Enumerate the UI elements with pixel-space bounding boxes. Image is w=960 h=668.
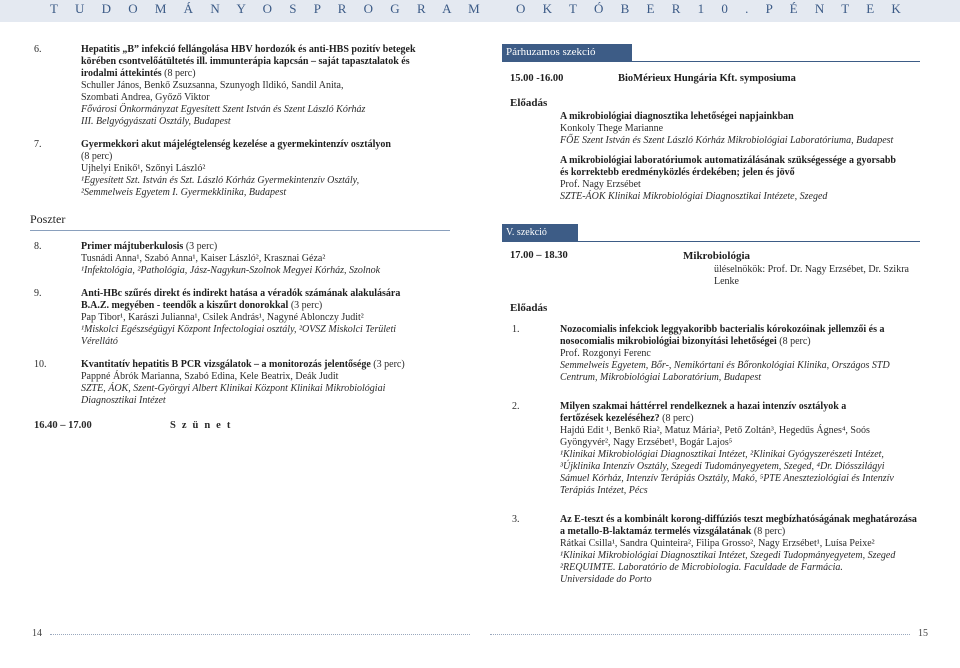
item-duration: (3 perc) xyxy=(183,241,218,252)
item-number: 7. xyxy=(34,139,42,150)
talk-affiliation: ³Újklinika Intenzív Osztály, Szegedi Tudományegyetem, Szeged, ⁴Dr. Diósszilágyi xyxy=(560,461,885,472)
item-affiliation: ¹Egyesített Szt. István és Szt. László Kórház Gyermekintenzív Osztály, xyxy=(81,175,360,186)
talk-affiliation: SZTE-ÁOK Klinikai Mikrobiológiai Diagnosztikai Intézete, Szeged xyxy=(560,191,828,202)
talk-authors: Gyöngyvér², Nagy Erzsébet¹, Bogár Lajos⁵ xyxy=(560,437,733,448)
item-authors: Schuller János, Benkő Zsuzsanna, Szunyogh Ildikó, Sandil Anita, xyxy=(81,80,344,91)
talk-title: Milyen szakmai háttérrel rendelkeznek a hazai intenzív osztályok a xyxy=(560,401,847,412)
talk-title: A mikrobiológiai laboratóriumok automatizálásának szükségessége a gyorsabb xyxy=(560,155,896,166)
talk-authors: Rátkai Csilla¹, Sandra Quinteira², Filipa Grosso², Nagy Erzsébet¹, Luísa Peixe² xyxy=(560,538,875,549)
talk-title: A mikrobiológiai diagnosztika lehetőségei napjainkban xyxy=(560,111,794,122)
item-title-line: Gyermekkori akut májelégtelenség kezelése a gyermekintenzív osztályon xyxy=(81,139,391,150)
item-title-line: Hepatitis „B” infekció fellángolása HBV hordozók és anti-HBS pozitív betegek xyxy=(81,44,416,55)
page-number-left: 14 xyxy=(32,628,42,639)
item-affiliation: III. Belgyógyászati Osztály, Budapest xyxy=(81,116,231,127)
item-affiliation: Vérellátó xyxy=(81,336,118,347)
talk-2 xyxy=(510,401,920,497)
talk-title: fertőzések kezeléséhez? xyxy=(560,413,660,424)
lecture-heading: Előadás xyxy=(510,302,548,314)
item-title-line: Kvantitatív hepatitis B PCR vizsgálatok – a monitorozás jelentősége xyxy=(81,359,371,370)
talk-affiliation: FŐE Szent István és Szent László Kórház Mikrobiológiai Laboratóriuma, Budapest xyxy=(560,135,894,146)
item-number: 3. xyxy=(512,514,520,525)
item-number: 10. xyxy=(34,359,47,370)
item-affiliation: SZTE, ÁOK, Szent-Györgyi Albert Klinikai Központ Klinikai Mikrobiológiai xyxy=(81,383,386,394)
item-duration: (3 perc) xyxy=(370,359,405,370)
talk-duration: (8 perc) xyxy=(751,526,786,537)
item-authors: Tusnádi Anna¹, Szabó Anna¹, Kaiser László², Krasznai Géza² xyxy=(81,253,326,264)
item-affiliation: Diagnosztikai Intézet xyxy=(81,395,166,406)
item-authors: Ujhelyi Enikő¹, Szőnyi László² xyxy=(81,163,206,174)
page-header xyxy=(0,0,960,22)
lecture-heading: Előadás xyxy=(510,97,548,109)
parallel-sponsor: BioMérieux Hungária Kft. symposiuma xyxy=(618,73,796,84)
poster-item-8 xyxy=(34,241,454,277)
header-left-title: T U D O M Á N Y O S P R O G R A M xyxy=(50,1,487,16)
break-label: Szünet xyxy=(170,420,237,431)
talk-title: a metallo-B-laktamáz termelés vizsgálatának xyxy=(560,526,752,537)
item-affiliation: ¹Infektológia, ²Pathológia, Jász-Nagykun-Szolnok Megyei Kórház, Szolnok xyxy=(81,265,381,276)
section-time-row xyxy=(510,250,920,264)
page-number-right: 15 xyxy=(918,628,928,639)
symposium-talk-1 xyxy=(510,111,920,147)
item-title-line: Anti-HBc szűrés direkt és indirekt hatása a véradók számának alakulására xyxy=(81,288,401,299)
talk-duration: (8 perc) xyxy=(776,336,811,347)
footer-dotted-rule xyxy=(50,634,470,635)
talk-affiliation: ¹Klinikai Mikrobiológiai Diagnosztikai Intézet, Szegedi Tudopmányegyetem, Szeged xyxy=(560,550,896,561)
item-authors: Pappné Ábrók Marianna, Szabó Edina, Kele Beatrix, Deák Judit xyxy=(81,371,339,382)
section-title: Mikrobiológia xyxy=(683,250,751,262)
break-row xyxy=(34,420,454,434)
left-page xyxy=(30,44,454,434)
item-title-line: irodalmi áttekintés xyxy=(81,68,162,79)
item-number: 6. xyxy=(34,44,42,55)
right-page xyxy=(506,44,920,586)
section-chairs: üléselnökök: Prof. Dr. Nagy Erzsébet, Dr. Szikra Lenke xyxy=(714,264,909,287)
program-item-7 xyxy=(34,139,454,199)
talk-affiliation: ¹Klinikai Mikrobiológiai Diagnosztikai Intézet, ²Klinikai Gyógyszerészeti Intézet, xyxy=(560,449,884,460)
item-affiliation: Fővárosi Önkormányzat Egyesített Szent István és Szent László Kórház xyxy=(81,104,366,115)
symposium-talk-2 xyxy=(510,155,920,203)
item-title-line: Primer májtuberkulosis xyxy=(81,241,184,252)
talk-affiliation: Sámuel Kórház, Intenzív Terápiás Osztály, Makó, ⁵PTE Aneszteziológiai és Intenzív xyxy=(560,473,894,484)
item-duration: (8 perc) xyxy=(81,151,113,162)
section-time: 17.00 – 18.30 xyxy=(510,250,568,261)
header-right-title: O K T Ó B E R 1 0 . P É N T E K xyxy=(516,1,908,16)
item-title-line: körében csontvelőátültetés ill. immunterápia kapcsán – saját tapasztalatok és xyxy=(81,56,410,67)
talk-title: Az E-teszt és a kombinált korong-diffúziós teszt megbízhatóságának meghatározása xyxy=(560,514,917,525)
item-number: 8. xyxy=(34,241,42,252)
parallel-time-row xyxy=(510,73,920,87)
item-affiliation: ¹Miskolci Egészségügyi Központ Infectologiai osztály, ²OVSZ Miskolci Területi xyxy=(81,324,397,335)
item-number: 9. xyxy=(34,288,42,299)
section-v-bar: V. szekció xyxy=(502,224,578,241)
talk-title: nosocomialis mikrobiológiai bizonyítási lehetőségei xyxy=(560,336,777,347)
item-number: 1. xyxy=(512,324,520,335)
footer-dotted-rule xyxy=(490,634,910,635)
talk-affiliation: Centrum, Mikrobiológiai Laboratórium, Budapest xyxy=(560,372,762,383)
parallel-section-bar: Párhuzamos szekció xyxy=(502,44,632,61)
talk-speaker: Konkoly Thege Marianne xyxy=(560,123,664,134)
talk-affiliation: Semmelweis Egyetem, Bőr-, Nemikórtani és Bőronkológiai Klinika, Országos STD xyxy=(560,360,890,371)
item-affiliation: ²Semmelweis Egyetem I. Gyermekklinika, Budapest xyxy=(81,187,287,198)
talk-duration: (8 perc) xyxy=(659,413,694,424)
item-authors: Szombati Andrea, Győző Viktor xyxy=(81,92,210,103)
poster-divider xyxy=(30,230,450,231)
item-duration: (3 perc) xyxy=(288,300,323,311)
talk-speaker: Prof. Rozgonyi Ferenc xyxy=(560,348,651,359)
item-authors: Pap Tibor¹, Karászi Julianna¹, Csilek András¹, Nagyné Ablonczy Judit² xyxy=(81,312,364,323)
poster-item-10 xyxy=(34,359,454,407)
break-time: 16.40 – 17.00 xyxy=(34,420,92,431)
talk-affiliation: ²REQUIMTE. Laboratório de Microbiologia. Faculdade de Farmácia. xyxy=(560,562,843,573)
talk-affiliation: Universidade do Porto xyxy=(560,574,652,585)
talk-authors: Hajdú Edit ¹, Benkő Ria², Matuz Mária², Pető Zoltán³, Hegedűs Ágnes⁴, Soós xyxy=(560,425,870,436)
poster-item-9 xyxy=(34,288,454,348)
talk-speaker: Prof. Nagy Erzsébet xyxy=(560,179,641,190)
poster-heading: Poszter xyxy=(30,212,66,226)
parallel-time: 15.00 -16.00 xyxy=(510,73,564,84)
talk-affiliation: Terápiás Intézet, Pécs xyxy=(560,485,648,496)
item-title-line: B.A.Z. megyében - teendők a kiszűrt donorokkal xyxy=(81,300,289,311)
program-item-6 xyxy=(34,44,454,128)
item-number: 2. xyxy=(512,401,520,412)
talk-title: Nozocomialis infekciok leggyakoribb bacterialis kórokozóinak jellemzői és a xyxy=(560,324,885,335)
talk-3 xyxy=(510,514,920,586)
talk-title: és korrektebb eredményközlés érdekében; jelen és jövő xyxy=(560,167,795,178)
item-duration: (8 perc) xyxy=(161,68,196,79)
talk-1 xyxy=(510,324,920,384)
